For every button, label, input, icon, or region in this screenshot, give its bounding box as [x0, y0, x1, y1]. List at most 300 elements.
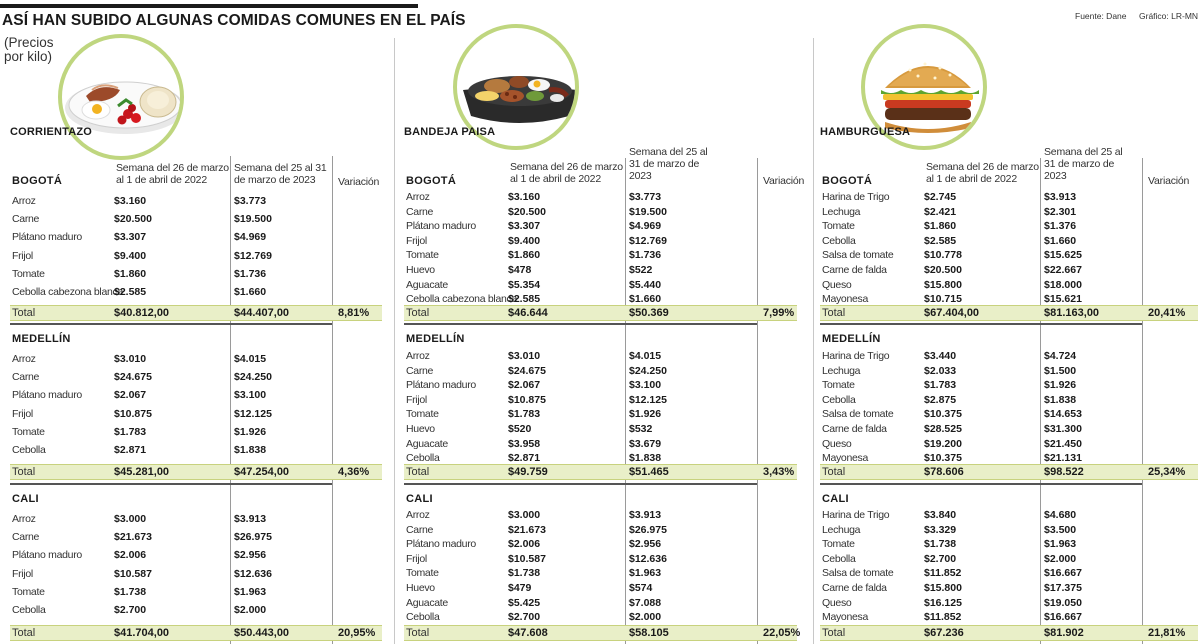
- total-2023: $81.902: [1044, 627, 1084, 639]
- table-row: [820, 509, 1198, 523]
- table-row: [404, 394, 797, 408]
- total-row: [404, 625, 801, 641]
- value-2023: $1.376: [1044, 220, 1077, 233]
- table-row: [820, 423, 1198, 437]
- city-name: BOGOTÁ: [12, 175, 63, 187]
- value-2022: $2.067: [508, 379, 541, 392]
- total-2022: $45.281,00: [114, 466, 170, 478]
- row-item: Carne: [406, 205, 434, 218]
- value-2023: $1.660: [629, 293, 662, 306]
- table-row: [820, 611, 1198, 625]
- row-item: Frijol: [12, 407, 33, 420]
- total-variation: 4,36%: [338, 466, 370, 478]
- total-row: [820, 305, 1198, 321]
- value-2023: $4.969: [629, 220, 662, 233]
- value-2022: $520: [508, 423, 532, 435]
- row-item: Tomate: [12, 267, 45, 280]
- total-row: [10, 305, 382, 321]
- row-item: Carne: [12, 213, 40, 226]
- value-2022: $10.375: [924, 408, 962, 421]
- table-row: [10, 231, 382, 245]
- value-2022: $2.585: [508, 293, 541, 306]
- row-item: Cebolla: [406, 611, 440, 624]
- value-2022: $21.673: [508, 523, 546, 536]
- row-item: Frijol: [12, 567, 33, 580]
- total-2022: $40.812,00: [114, 307, 170, 319]
- row-item: Queso: [822, 278, 852, 291]
- section-rule: [10, 323, 332, 325]
- row-item: Carne: [406, 523, 434, 536]
- value-2022: $19.200: [924, 437, 962, 450]
- table-row: [10, 353, 382, 367]
- value-2023: $18.000: [1044, 278, 1082, 291]
- value-2022: $1.738: [508, 567, 541, 580]
- value-2022: $21.673: [114, 531, 152, 544]
- value-2022: $3.010: [114, 353, 147, 365]
- column-header-2023: Semana del 25 al 31 de marzo de 2023: [1044, 146, 1123, 182]
- value-2022: $1.860: [114, 267, 147, 280]
- value-2022: $2.033: [924, 364, 957, 377]
- total-variation: 22,05%: [763, 627, 801, 639]
- page-subtitle: (Precios por kilo): [4, 35, 54, 64]
- row-item: Salsa de tomate: [822, 249, 894, 262]
- column-header-2023: Semana del 25 al 31 de marzo de 2023: [629, 146, 708, 182]
- value-2023: $26.975: [629, 523, 667, 536]
- total-2022: $41.704,00: [114, 627, 170, 639]
- total-2022: $67.236: [924, 627, 964, 639]
- value-2023: $1.926: [629, 408, 662, 421]
- value-2023: $2.000: [629, 611, 662, 624]
- value-2023: $1.963: [629, 567, 662, 580]
- value-2022: $5.354: [508, 278, 541, 291]
- row-item: Cebolla: [822, 234, 856, 247]
- table-row: [820, 350, 1198, 364]
- table-row: [820, 249, 1198, 263]
- table-row: [820, 264, 1198, 278]
- row-item: Frijol: [406, 234, 427, 247]
- value-2022: $2.745: [924, 191, 957, 203]
- section-rule: [404, 483, 757, 485]
- value-2022: $15.800: [924, 278, 962, 291]
- table-row: [820, 235, 1198, 249]
- value-2022: $3.440: [924, 350, 957, 362]
- row-item: Frijol: [406, 393, 427, 406]
- row-item: Cebolla: [822, 393, 856, 406]
- table-row: [820, 582, 1198, 596]
- table-row: [404, 553, 797, 567]
- value-2022: $1.783: [114, 425, 147, 438]
- table-row: [820, 597, 1198, 611]
- value-2022: $478: [508, 264, 532, 276]
- value-2023: $1.926: [1044, 379, 1077, 392]
- table-row: [404, 582, 797, 596]
- source-note: Fuente: Dane: [1075, 11, 1127, 21]
- row-item: Huevo: [406, 582, 435, 594]
- value-2022: $1.860: [924, 220, 957, 233]
- row-item: Salsa de tomate: [822, 408, 894, 421]
- row-item: Aguacate: [406, 596, 448, 609]
- table-row: [820, 365, 1198, 379]
- row-item: Lechuga: [822, 205, 861, 218]
- value-2023: $2.000: [234, 604, 267, 616]
- table-row: [10, 531, 382, 545]
- value-2022: $10.778: [924, 249, 962, 262]
- row-item: Arroz: [12, 513, 36, 525]
- row-item: Queso: [822, 596, 852, 609]
- value-2022: $2.006: [114, 549, 147, 562]
- table-row: [404, 524, 797, 538]
- column-header-variation: Variación: [763, 175, 805, 187]
- total-2023: $51.465: [629, 466, 669, 478]
- value-2023: $1.838: [1044, 393, 1077, 406]
- table-row: [404, 611, 797, 625]
- value-2023: $1.838: [234, 444, 267, 456]
- table-row: [404, 365, 797, 379]
- total-2023: $44.407,00: [234, 307, 290, 319]
- value-2023: $4.724: [1044, 350, 1077, 362]
- table-row: [404, 279, 797, 293]
- plate-meal-icon: [58, 34, 184, 160]
- food-title: BANDEJA PAISA: [404, 126, 496, 138]
- row-item: Mayonesa: [822, 611, 869, 624]
- value-2023: $3.100: [234, 389, 267, 402]
- total-row: [820, 625, 1198, 641]
- value-2022: $1.738: [924, 538, 957, 551]
- value-2023: $12.769: [629, 234, 667, 247]
- food-title: CORRIENTAZO: [10, 126, 93, 138]
- value-2022: $2.006: [508, 538, 541, 551]
- value-2023: $12.125: [234, 407, 272, 420]
- value-2022: $2.067: [114, 389, 147, 402]
- total-2022: $47.608: [508, 627, 548, 639]
- city-name: CALI: [406, 493, 433, 505]
- value-2022: $10.875: [114, 407, 152, 420]
- table-row: [404, 438, 797, 452]
- row-item: Cebolla: [406, 452, 440, 465]
- value-2023: $1.963: [234, 585, 267, 598]
- value-2022: $10.587: [114, 567, 152, 580]
- value-2023: $2.000: [1044, 552, 1077, 565]
- value-2023: $3.500: [1044, 523, 1077, 536]
- total-2023: $58.105: [629, 627, 669, 639]
- row-item: Carne de falda: [822, 264, 887, 276]
- total-row: [404, 464, 797, 480]
- row-item: Mayonesa: [822, 452, 869, 465]
- row-item: Tomate: [12, 585, 45, 598]
- row-item: Frijol: [12, 249, 33, 262]
- value-2023: $1.660: [1044, 234, 1077, 247]
- row-item: Harina de Trigo: [822, 509, 890, 521]
- table-row: [820, 438, 1198, 452]
- table-row: [10, 250, 382, 264]
- total-variation: 20,95%: [338, 627, 376, 639]
- row-item: Tomate: [822, 379, 855, 392]
- value-2022: $3.160: [114, 195, 147, 207]
- row-item: Tomate: [12, 425, 45, 438]
- value-2023: $1.736: [234, 267, 267, 280]
- total-label: Total: [12, 307, 36, 319]
- table-row: [820, 206, 1198, 220]
- row-item: Carne de falda: [822, 582, 887, 594]
- value-2023: $1.963: [1044, 538, 1077, 551]
- section-rule: [820, 483, 1142, 485]
- food-panel: [820, 0, 1198, 644]
- table-row: [820, 538, 1198, 552]
- food-panel: [10, 0, 382, 644]
- total-row: [10, 625, 382, 641]
- value-2022: $3.010: [508, 350, 541, 362]
- value-2022: $2.700: [924, 552, 957, 565]
- value-2022: $28.525: [924, 423, 962, 435]
- value-2023: $3.679: [629, 437, 662, 450]
- value-2023: $12.636: [629, 552, 667, 565]
- table-row: [10, 195, 382, 209]
- value-2023: $522: [629, 264, 653, 276]
- table-row: [404, 191, 797, 205]
- table-row: [10, 604, 382, 618]
- total-2023: $47.254,00: [234, 466, 290, 478]
- value-2023: $12.125: [629, 393, 667, 406]
- row-item: Plátano maduro: [12, 231, 82, 244]
- value-2023: $2.956: [629, 538, 662, 551]
- value-2023: $1.838: [629, 452, 662, 465]
- value-2022: $15.800: [924, 582, 962, 594]
- row-item: Plátano maduro: [12, 389, 82, 402]
- city-name: BOGOTÁ: [822, 175, 873, 187]
- row-item: Arroz: [406, 191, 430, 203]
- value-2022: $2.585: [924, 234, 957, 247]
- column-header-2022: Semana del 26 de marzo al 1 de abril de 2022: [510, 161, 623, 185]
- row-item: Carne: [12, 531, 40, 544]
- value-2023: $7.088: [629, 596, 662, 609]
- value-2022: $1.860: [508, 249, 541, 262]
- row-item: Tomate: [406, 249, 439, 262]
- value-2023: $2.301: [1044, 205, 1077, 218]
- city-name: MEDELLÍN: [822, 333, 881, 345]
- column-header-variation: Variación: [338, 176, 380, 188]
- table-row: [404, 509, 797, 523]
- value-2022: $3.307: [114, 231, 147, 244]
- total-2023: $98.522: [1044, 466, 1084, 478]
- value-2023: $574: [629, 582, 653, 594]
- table-row: [820, 279, 1198, 293]
- total-label: Total: [12, 466, 36, 478]
- value-2022: $5.425: [508, 596, 541, 609]
- table-row: [404, 350, 797, 364]
- total-label: Total: [12, 627, 36, 639]
- value-2022: $3.307: [508, 220, 541, 233]
- table-row: [10, 513, 382, 527]
- value-2022: $10.875: [508, 393, 546, 406]
- total-row: [404, 305, 797, 321]
- value-2023: $21.131: [1044, 452, 1082, 465]
- value-2023: $5.440: [629, 278, 662, 291]
- city-name: MEDELLÍN: [406, 333, 465, 345]
- total-label: Total: [822, 466, 846, 478]
- total-row: [820, 464, 1198, 480]
- value-2022: $20.500: [114, 213, 152, 226]
- value-2022: $479: [508, 582, 532, 594]
- row-item: Plátano maduro: [406, 220, 476, 233]
- value-2022: $2.871: [114, 444, 147, 456]
- table-row: [10, 549, 382, 563]
- total-variation: 25,34%: [1148, 466, 1186, 478]
- row-item: Arroz: [406, 350, 430, 362]
- table-row: [404, 264, 797, 278]
- row-item: Carne de falda: [822, 423, 887, 435]
- page-title: ASÍ HAN SUBIDO ALGUNAS COMIDAS COMUNES EN EL PAÍS: [2, 12, 466, 29]
- value-2023: $4.969: [234, 231, 267, 244]
- table-row: [10, 426, 382, 440]
- row-item: Salsa de tomate: [822, 567, 894, 580]
- table-row: [820, 379, 1198, 393]
- row-item: Mayonesa: [822, 293, 869, 306]
- row-item: Tomate: [406, 408, 439, 421]
- value-2023: $4.015: [629, 350, 662, 362]
- row-item: Frijol: [406, 552, 427, 565]
- column-header-2022: Semana del 26 de marzo al 1 de abril de 2022: [116, 162, 229, 186]
- row-item: Harina de Trigo: [822, 191, 890, 203]
- value-2022: $3.000: [508, 509, 541, 521]
- value-2023: $12.636: [234, 567, 272, 580]
- table-row: [820, 191, 1198, 205]
- row-item: Cebolla: [822, 552, 856, 565]
- value-2022: $10.375: [924, 452, 962, 465]
- value-2022: $3.160: [508, 191, 541, 203]
- value-2023: $16.667: [1044, 611, 1082, 624]
- value-2022: $1.738: [114, 585, 147, 598]
- credit-note: Gráfico: LR-MN: [1139, 11, 1199, 21]
- value-2023: $19.500: [629, 205, 667, 218]
- table-row: [404, 597, 797, 611]
- panel-divider: [394, 38, 395, 644]
- section-rule: [820, 323, 1142, 325]
- row-item: Cebolla: [12, 444, 46, 456]
- row-item: Lechuga: [822, 523, 861, 536]
- table-row: [10, 408, 382, 422]
- value-2023: $3.913: [1044, 191, 1077, 203]
- table-row: [10, 444, 382, 458]
- value-2022: $10.715: [924, 293, 962, 306]
- value-2022: $2.700: [114, 604, 147, 616]
- row-item: Harina de Trigo: [822, 350, 890, 362]
- row-item: Queso: [822, 437, 852, 450]
- table-row: [404, 249, 797, 263]
- section-rule: [10, 483, 332, 485]
- value-2023: $3.913: [234, 513, 267, 525]
- section-rule: [404, 323, 757, 325]
- value-2022: $16.125: [924, 596, 962, 609]
- value-2022: $10.587: [508, 552, 546, 565]
- table-row: [404, 408, 797, 422]
- value-2023: $4.015: [234, 353, 267, 365]
- value-2023: $532: [629, 423, 653, 435]
- value-2023: $1.500: [1044, 364, 1077, 377]
- table-row: [10, 586, 382, 600]
- total-label: Total: [822, 307, 846, 319]
- value-2023: $24.250: [234, 371, 272, 384]
- total-row: [10, 464, 382, 480]
- value-2023: $1.736: [629, 249, 662, 262]
- total-2023: $50.369: [629, 307, 669, 319]
- total-label: Total: [822, 627, 846, 639]
- total-2022: $46.644: [508, 307, 548, 319]
- total-2022: $67.404,00: [924, 307, 980, 319]
- value-2022: $2.875: [924, 393, 957, 406]
- table-row: [820, 567, 1198, 581]
- row-item: Huevo: [406, 423, 435, 435]
- table-row: [404, 235, 797, 249]
- value-2022: $2.421: [924, 205, 957, 218]
- value-2023: $26.975: [234, 531, 272, 544]
- row-item: Huevo: [406, 264, 435, 276]
- row-item: Plátano maduro: [12, 549, 82, 562]
- total-2022: $49.759: [508, 466, 548, 478]
- value-2023: $1.660: [234, 286, 267, 298]
- value-2022: $3.000: [114, 513, 147, 525]
- value-2023: $12.769: [234, 249, 272, 262]
- total-2023: $50.443,00: [234, 627, 290, 639]
- value-2023: $31.300: [1044, 423, 1082, 435]
- value-2023: $19.050: [1044, 596, 1082, 609]
- value-2023: $3.773: [234, 195, 267, 207]
- table-row: [404, 423, 797, 437]
- total-label: Total: [406, 307, 430, 319]
- value-2023: $15.621: [1044, 293, 1082, 306]
- table-row: [820, 524, 1198, 538]
- value-2022: $3.329: [924, 523, 957, 536]
- table-row: [10, 213, 382, 227]
- value-2023: $24.250: [629, 364, 667, 377]
- value-2022: $1.783: [508, 408, 541, 421]
- panel-divider: [813, 38, 814, 644]
- value-2022: $20.500: [924, 264, 962, 276]
- row-item: Aguacate: [406, 437, 448, 450]
- row-item: Plátano maduro: [406, 538, 476, 551]
- value-2023: $15.625: [1044, 249, 1082, 262]
- value-2023: $3.913: [629, 509, 662, 521]
- city-name: CALI: [12, 493, 39, 505]
- value-2023: $17.375: [1044, 582, 1082, 594]
- value-2022: $9.400: [508, 234, 541, 247]
- value-2023: $3.100: [629, 379, 662, 392]
- food-title: HAMBURGUESA: [820, 126, 911, 138]
- table-row: [10, 568, 382, 582]
- value-2022: $2.700: [508, 611, 541, 624]
- value-2023: $2.956: [234, 549, 267, 562]
- row-item: Carne: [12, 371, 40, 384]
- table-row: [820, 553, 1198, 567]
- total-variation: 21,81%: [1148, 627, 1186, 639]
- table-row: [404, 206, 797, 220]
- row-item: Arroz: [12, 195, 36, 207]
- total-label: Total: [406, 627, 430, 639]
- value-2022: $11.852: [924, 567, 962, 580]
- table-row: [10, 268, 382, 282]
- value-2022: $2.585: [114, 286, 147, 298]
- value-2022: $2.871: [508, 452, 541, 465]
- value-2023: $1.926: [234, 425, 267, 438]
- column-header-2023: Semana del 25 al 31 de marzo de 2023: [234, 162, 327, 186]
- total-variation: 20,41%: [1148, 307, 1186, 319]
- table-row: [820, 220, 1198, 234]
- value-2023: $3.773: [629, 191, 662, 203]
- row-item: Carne: [406, 364, 434, 377]
- value-2023: $16.667: [1044, 567, 1082, 580]
- table-row: [10, 371, 382, 385]
- value-2022: $9.400: [114, 249, 147, 262]
- value-2022: $3.958: [508, 437, 541, 450]
